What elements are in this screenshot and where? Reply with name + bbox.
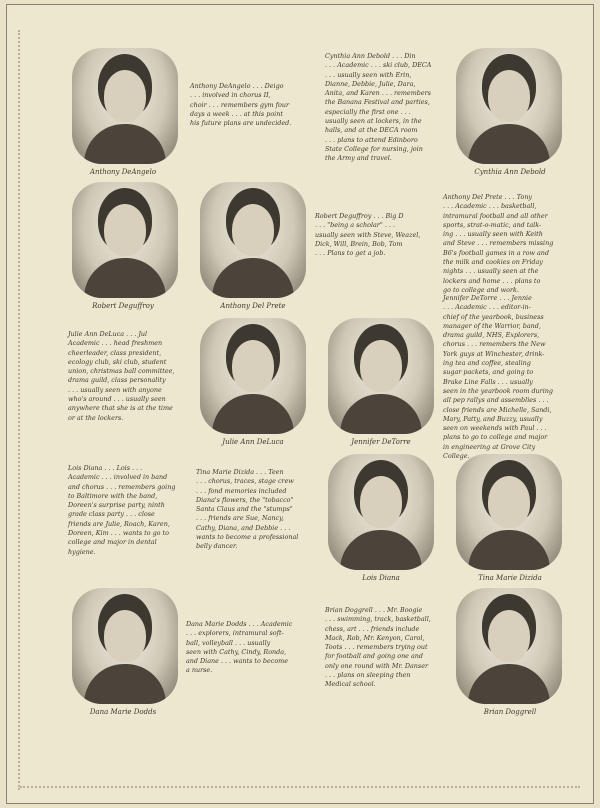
bio-text: Jennifer DeTorre . . . Jennie . . . Academic . . . editor-in- chief of the yearbook, business manager of the Warrior, band, drama guild, NHS, Explorers, chorus . . . remembers the New York guys at Winchester, drink- ing tea and coffee, stealing sugar packets, and going to Brake Line Falls . . . usually seen in the yearbook room during all pep rallys and assemblies . . . close friends are Michelle, Sandi, Mary, Patty, and Buzzy, usually seen on weekends with Paul . . . plans to go to college and major in engineering at Grove City College.	[443, 294, 553, 461]
portrait-photo	[72, 48, 178, 164]
portrait-photo	[72, 588, 178, 704]
decorative-left-border	[8, 30, 20, 790]
portrait-caption: Jennifer DeTorre	[351, 438, 411, 446]
portrait-caption: Julie Ann DeLuca	[222, 438, 284, 446]
bio-text: Anthony DeAngelo . . . Deigo . . . involved in chorus II, choir . . . remembers gym four days a week . . . at this point his future plans are undecided.	[190, 82, 292, 128]
bio-text: Julie Ann DeLuca . . . Jul Academic . . . head freshmen cheerleader, class president, ecology club, ski club, student union, christmas ball committee, drama guild, class personality . . . usually seen with anyone who's around . . . usually seen anywhere that she is at the time or at the lockers.	[68, 330, 175, 422]
portrait-caption: Tina Marie Dizida	[478, 574, 542, 582]
portrait-caption: Anthony DeAngelo	[89, 168, 157, 176]
portrait-photo	[328, 454, 434, 570]
bio-text: Tina Marie Dizida . . . Teen . . . chorus, traces, stage crew . . . fond memories included Diana's flowers, the "tobacco" Santa Claus and the "stumps" . . . friends are Sue, Nancy, Cathy, Diana, and Debbie . . . wants to become a professional belly dancer.	[196, 468, 299, 551]
portrait-photo	[200, 318, 306, 434]
portrait-caption: Robert Deguffroy	[92, 302, 154, 310]
portrait-photo	[456, 454, 562, 570]
portrait-photo	[200, 182, 306, 298]
portrait-caption: Dana Marie Dodds	[89, 708, 157, 716]
bio-text: Cynthia Ann Debold . . . Din . . . Academic . . . ski club, DECA . . . usually seen with Erin, Dianne, Debbie, Julie, Dara, Anita, and Karen . . . remembers the Banana Festival and parties, especially the first one . . . usually seen at lockers, in the halls, and at the DECA room . . . plans to attend Edinboro State College for nursing, join the Army and travel.	[325, 52, 432, 163]
portrait-caption: Brian Doggrell	[483, 708, 537, 716]
portrait-photo	[72, 182, 178, 298]
bio-text: Brian Doggrell . . . Mr. Boogie . . . swimming, track, basketball, chess, art . . . friends include Mack, Rob, Mr. Kenyon, Carol, Toots . . . remembers trying out for football and going one and only one round with Mr. Danser . . . plans on sleeping then Medical school.	[325, 606, 431, 689]
portrait-photo	[328, 318, 434, 434]
portrait-caption: Lois Diana	[362, 574, 400, 582]
portrait-caption: Cynthia Ann Debold	[474, 168, 546, 176]
decorative-bottom-border	[20, 786, 580, 796]
bio-text: Lois Diana . . . Lois . . . Academic . . . involved in band and chorus . . . remembers going to Baltimore with the band, Doreen's surprise party, ninth grade class party . . . close friends are Julie, Roach, Karen, Doreen, Kim . . . wants to go to college and major in dental hygiene.	[68, 464, 176, 556]
bio-text: Dana Marie Dodds . . . Academic . . . explorers, intramural soft- ball, volleyball . . . usually seen with Cathy, Cindy, Ronda, and Diane . . . wants to become a nurse.	[186, 620, 293, 675]
bio-text: Robert Deguffroy . . . Big D . . . "being a scholar" . . . usually seen with Steve, Weazel, Dick, Will, Brein, Bob, Tom . . . Plans to get a job.	[315, 212, 421, 258]
bio-text: Anthony Del Prete . . . Tony . . . Academic . . . basketball, intramural football and all other sports, strat-o-matic, and talk- ing . . . usually seen with Keith and Steve . . . remembers missing B6's football games in a row and the milk and cookies on Friday nights . . . usually seen at the lockers and home . . . plans to go to college and work.	[443, 193, 554, 294]
portrait-caption: Anthony Del Prete	[220, 302, 286, 310]
portrait-photo	[456, 48, 562, 164]
portrait-photo	[456, 588, 562, 704]
